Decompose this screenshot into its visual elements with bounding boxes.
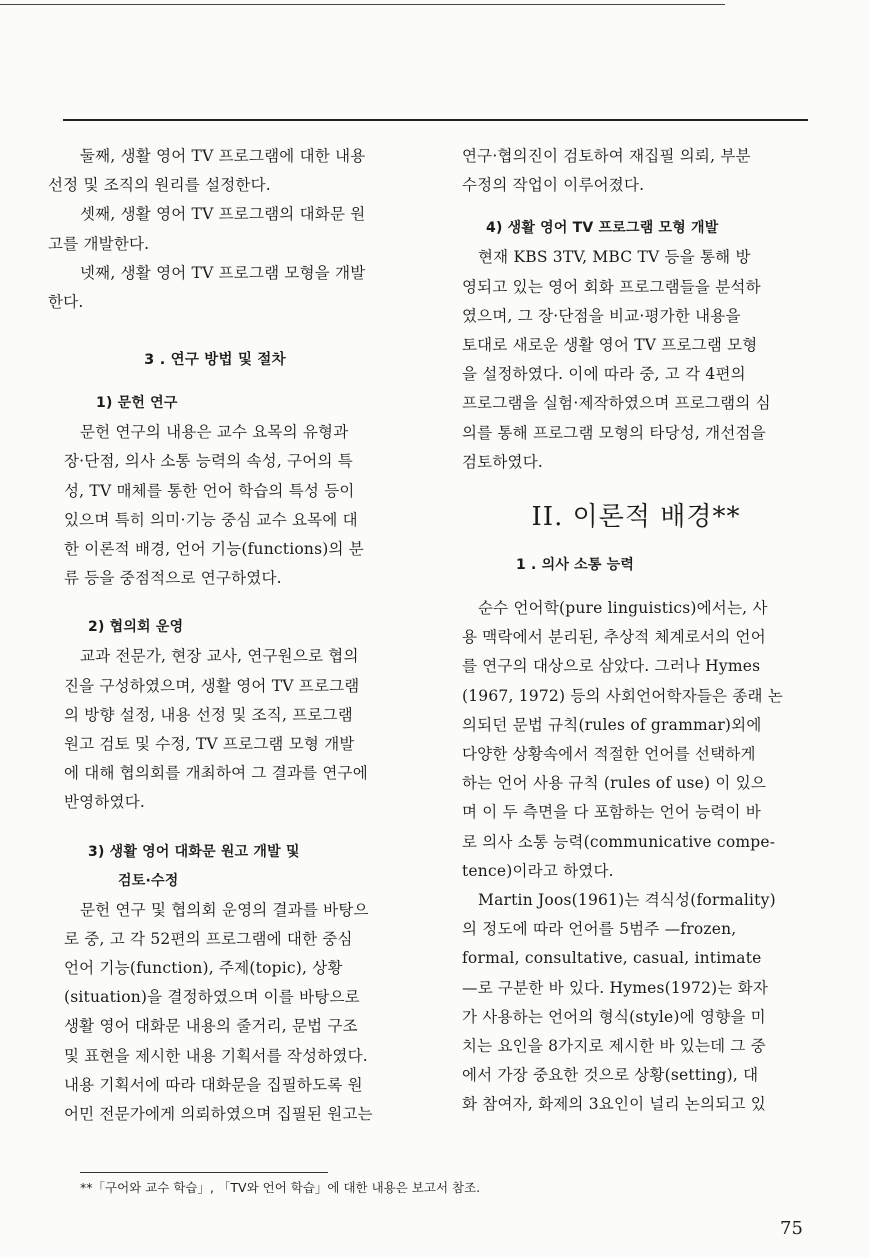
text-line: 수정의 작업이 이루어졌다. [462, 176, 645, 195]
header-rule [63, 119, 808, 121]
text-line: —로 구분한 바 있다. Hymes(1972)는 화자 [462, 978, 769, 997]
text-line: 에서 가장 중요한 것으로 상황(setting), 대 [462, 1066, 759, 1085]
text-line: 문헌 연구의 내용은 교수 요목의 유형과 [80, 423, 349, 442]
text-line: 현재 KBS 3TV, MBC TV 등을 통해 방 [478, 248, 751, 267]
text-line: 검토하였다. [462, 452, 543, 471]
text-line: 셋째, 생활 영어 TV 프로그램의 대화문 원 [80, 205, 366, 224]
paragraph [64, 896, 414, 1130]
text-line: Martin Joos(1961)는 격식성(formality) [478, 891, 776, 910]
text-line: 를 연구의 대상으로 삼았다. 그러나 Hymes [462, 657, 761, 676]
text-line: 교과 전문가, 현장 교사, 연구원으로 협의 [80, 647, 359, 666]
text-line: 성, TV 매체를 통한 언어 학습의 특성 등이 [64, 481, 355, 500]
footnote: **「구어와 교수 학습」, 「TV와 언어 학습」에 대한 내용은 보고서 참조. [80, 1180, 481, 1195]
text-line: 언어 기능(function), 주제(topic), 상황 [64, 959, 343, 978]
text-line: 의되던 문법 규칙(rules of grammar)외에 [462, 715, 762, 734]
text-line: 에 대해 협의회를 개최하여 그 결과를 연구에 [64, 764, 368, 783]
text-line: 용 맥락에서 분리된, 추상적 체계로서의 언어 [462, 628, 766, 647]
text-line: 의 정도에 따라 언어를 5범주 —frozen, [462, 920, 737, 939]
text-line: 다양한 상황속에서 적절한 언어를 선택하게 [462, 745, 756, 764]
text-line: 장·단점, 의사 소통 능력의 속성, 구어의 특 [64, 452, 353, 471]
text-line: 로 의사 소통 능력(communicative compe- [462, 832, 776, 851]
text-line: 둘째, 생활 영어 TV 프로그램에 대한 내용 [80, 147, 366, 165]
subsection-heading-cont: 검토·수정 [118, 872, 179, 889]
subsection-heading: 3) 생활 영어 대화문 원고 개발 및 [88, 843, 300, 860]
text-line: 의 방향 설정, 내용 선정 및 조직, 프로그램 [64, 705, 353, 724]
text-line: 프로그램을 실험·제작하였으며 프로그램의 심 [462, 394, 771, 413]
text-line: 반영하였다. [64, 793, 145, 812]
text-line: 치는 요인을 8가지로 제시한 바 있는데 그 중 [462, 1037, 766, 1056]
text-line: 류 등을 중점적으로 연구하였다. [64, 569, 282, 588]
paragraph [64, 418, 414, 593]
text-line: 및 표현을 제시한 내용 기획서를 작성하였다. [64, 1046, 368, 1065]
top-edge-rule [0, 4, 725, 5]
text-line: 원고 검토 및 수정, TV 프로그램 모형 개발 [64, 735, 355, 754]
paragraph [64, 642, 414, 817]
text-line: 토대로 새로운 생활 영어 TV 프로그램 모형 [462, 336, 758, 355]
text-line: 내용 기획서에 따라 대화문을 집필하도록 원 [64, 1075, 363, 1094]
text-line: 한 이론적 배경, 언어 기능(functions)의 분 [64, 540, 364, 559]
text-line: 진을 구성하였으며, 생활 영어 TV 프로그램 [64, 676, 360, 695]
paragraph [48, 142, 414, 200]
paragraph [48, 200, 414, 258]
text-line: tence)이라고 하였다. [462, 861, 614, 880]
text-line: 의를 통해 프로그램 모형의 타당성, 개선점을 [462, 423, 766, 442]
left-column [48, 142, 414, 1129]
chapter-title: II. 이론적 배경** [531, 502, 741, 533]
text-line: (situation)을 결정하였으며 이를 바탕으로 [64, 988, 360, 1007]
text-line: 연구·협의진이 검토하여 재집필 의뢰, 부분 [462, 147, 751, 165]
text-line: 며 이 두 측면을 다 포함하는 언어 능력이 바 [462, 803, 761, 822]
paragraph [462, 243, 810, 477]
page-number: 75 [780, 1218, 803, 1239]
paragraph [48, 259, 414, 317]
text-line: 화 참여자, 화제의 3요인이 널리 논의되고 있 [462, 1095, 766, 1114]
text-line: 하는 언어 사용 규칙 (rules of use) 이 있으 [462, 774, 767, 793]
text-line: 고를 개발한다. [48, 234, 150, 253]
text-line: 가 사용하는 언어의 형식(style)에 영향을 미 [462, 1007, 766, 1026]
text-line: 어민 전문가에게 의뢰하였으며 집필된 원고는 [64, 1105, 373, 1124]
text-line: 였으며, 그 장·단점을 비교·평가한 내용을 [462, 306, 741, 325]
text-line: 있으며 특히 의미·기능 중심 교수 요목에 대 [64, 510, 358, 529]
text-line: 문헌 연구 및 협의회 운영의 결과를 바탕으 [80, 900, 369, 919]
subsection-heading: 4) 생활 영어 TV 프로그램 모형 개발 [486, 220, 719, 237]
text-line: 넷째, 생활 영어 TV 프로그램 모형을 개발 [80, 263, 366, 282]
paragraph [462, 142, 810, 200]
text-line: 을 설정하였다. 이에 따라 중, 고 각 4편의 [462, 365, 746, 384]
text-line: 순수 언어학(pure linguistics)에서는, 사 [478, 599, 768, 618]
subsection-heading: 1) 문헌 연구 [96, 395, 178, 412]
text-line: 선정 및 조직의 원리를 설정한다. [48, 176, 271, 195]
subsection-heading: 2) 협의회 운영 [88, 619, 184, 636]
footnote-rule [80, 1172, 328, 1173]
section-heading: 3 . 연구 방법 및 절차 [144, 352, 286, 369]
text-line: 생활 영어 대화문 내용의 줄거리, 문법 구조 [64, 1017, 358, 1036]
text-line: 한다. [48, 293, 84, 312]
right-column [462, 142, 810, 1120]
text-line: 영되고 있는 영어 회화 프로그램들을 분석하 [462, 277, 761, 296]
text-line: (1967, 1972) 등의 사회언어학자들은 종래 논 [462, 686, 783, 705]
subsection-heading: 1 . 의사 소통 능력 [516, 557, 635, 574]
paragraph [462, 886, 810, 1120]
text-line: 로 중, 고 각 52편의 프로그램에 대한 중심 [64, 929, 353, 948]
text-line: formal, consultative, casual, intimate [462, 949, 762, 968]
paragraph [462, 594, 810, 886]
